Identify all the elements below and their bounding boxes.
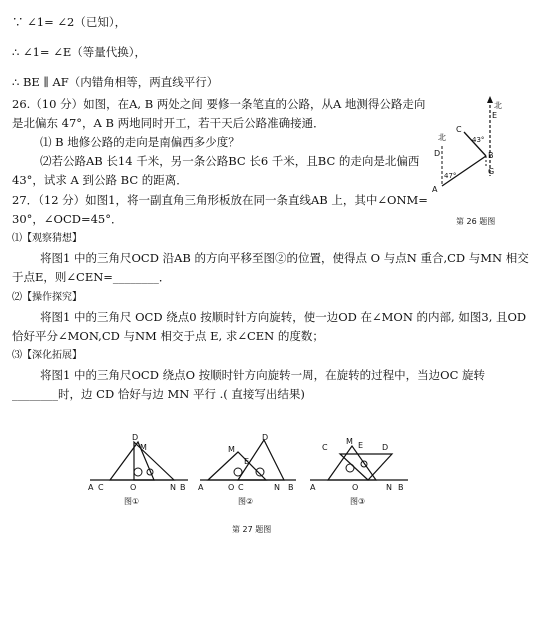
- fig27-2-E: E: [244, 457, 250, 466]
- q26-sub-2-cont: 43°，试求 A 到公路 BC 的距离．: [12, 173, 188, 187]
- fig27-1-D: D: [132, 433, 139, 442]
- fig26-label-C: C: [456, 125, 462, 134]
- q27-part-2-text: 将图1 中的三角尺 OCD 绕点0 按顺时针方向旋转，使一边OD 在∠MON 的内部, 如图3, 且OD: [40, 310, 527, 324]
- fig27-3-C: C: [322, 443, 328, 452]
- fig27-2-B: B: [288, 483, 294, 492]
- text-line-2: ∴ ∠1= ∠E（等量代换），: [12, 45, 146, 59]
- fig27-3-D: D: [382, 443, 389, 452]
- fig27-1-C: C: [98, 483, 104, 492]
- fig27-3-A: A: [310, 483, 316, 492]
- q27-part-1-blank: 于点E，则∠CEN=________．: [12, 270, 171, 284]
- q27-line-1: 27．（12 分）如图1，将一副直角三角形板放在同一条直线AB 上，其中∠ONM=: [12, 193, 428, 207]
- fig26-label-E: E: [492, 111, 498, 120]
- fig26-label-G: G: [488, 167, 495, 176]
- fig27-3-B: B: [398, 483, 404, 492]
- fig27-panel-3: [310, 437, 408, 506]
- fig27-1-A: A: [88, 483, 94, 492]
- text-line-3: ∴ BE ∥ AF（内错角相等，两直线平行）: [12, 75, 219, 89]
- fig27-sub1: 图①: [124, 497, 140, 506]
- fig27-2-O: O: [228, 483, 235, 492]
- q27-part-2-cont: 恰好平分∠MON,CD 与NM 相交于点 E, 求∠CEN 的度数；: [12, 329, 324, 343]
- q26-line-1: 26.（10 分）如图，在A, B 两处之间 要修一条笔直的公路，从A 地测得公路走向: [12, 97, 426, 111]
- fig27-1-N: N: [170, 483, 176, 492]
- fig27-2-D: D: [262, 433, 269, 442]
- q27-part-3-text: 将图1 中的三角尺OCD 绕点O 按顺时针方向旋转一周，在旋转的过程中，当边OC 旋转: [40, 368, 486, 382]
- q27-part-1-heading: ⑴【观察猜想】: [12, 233, 82, 244]
- q26-line-2: 是北偏东 47°，A B 两地同时开工，若干天后公路准确接通．: [12, 116, 325, 130]
- q26-sub-2: ⑵若公路AB 长14 千米，另一条公路BC 长6 千米，且BC 的走向是北偏西: [40, 154, 420, 168]
- q27-part-2-heading: ⑵【操作探究】: [12, 292, 82, 303]
- fig27-2-N: N: [274, 483, 280, 492]
- fig27-panel-1: [88, 433, 188, 506]
- fig27-2-M: M: [228, 445, 235, 454]
- fig26-label-B: B: [488, 151, 494, 160]
- fig26-caption: 第 26 题图: [456, 217, 496, 226]
- fig27-1-B: B: [180, 483, 186, 492]
- fig26-north-label-2: 北: [438, 133, 446, 142]
- q27-line-2: 30°，∠OCD=45°．: [12, 212, 123, 226]
- fig26-label-D: D: [434, 149, 441, 158]
- fig27-panel-2: [198, 433, 296, 506]
- fig27-3-O: O: [352, 483, 359, 492]
- fig27-3-E: E: [358, 441, 364, 450]
- q27-part-1-text: 将图1 中的三角尺OCD 沿AB 的方向平移至图②的位置，使得点 O 与点N 重合,CD 与MN 相交: [40, 251, 529, 265]
- fig27-3-N: N: [386, 483, 392, 492]
- fig26-north-label: 北: [494, 101, 502, 110]
- q27-part-3-heading: ⑶【深化拓展】: [12, 350, 82, 361]
- fig27-1-O: O: [130, 483, 137, 492]
- fig26-angle-a: 47°: [444, 172, 457, 180]
- q27-part-3-blank: ________时，边 CD 恰好与边 MN 平行 .( 直接写出结果): [12, 387, 305, 401]
- fig26-label-A: A: [432, 185, 438, 194]
- fig27-3-M: M: [346, 437, 353, 446]
- fig27-caption: 第 27 题图: [232, 525, 272, 534]
- fig27-sub2: 图②: [238, 497, 254, 506]
- fig27-1-M: M: [140, 443, 147, 452]
- figure-26: [430, 96, 530, 231]
- fig27-2-C: C: [238, 483, 244, 492]
- fig27-sub3: 图③: [350, 497, 366, 506]
- text-line-1: ∵ ∠1= ∠2（已知），: [12, 15, 127, 29]
- fig26-angle-b: 43°: [472, 136, 485, 144]
- q26-sub-1: ⑴ B 地修公路的走向是南偏西多少度？: [40, 135, 240, 149]
- figure-27: [88, 432, 418, 542]
- fig27-2-A: A: [198, 483, 204, 492]
